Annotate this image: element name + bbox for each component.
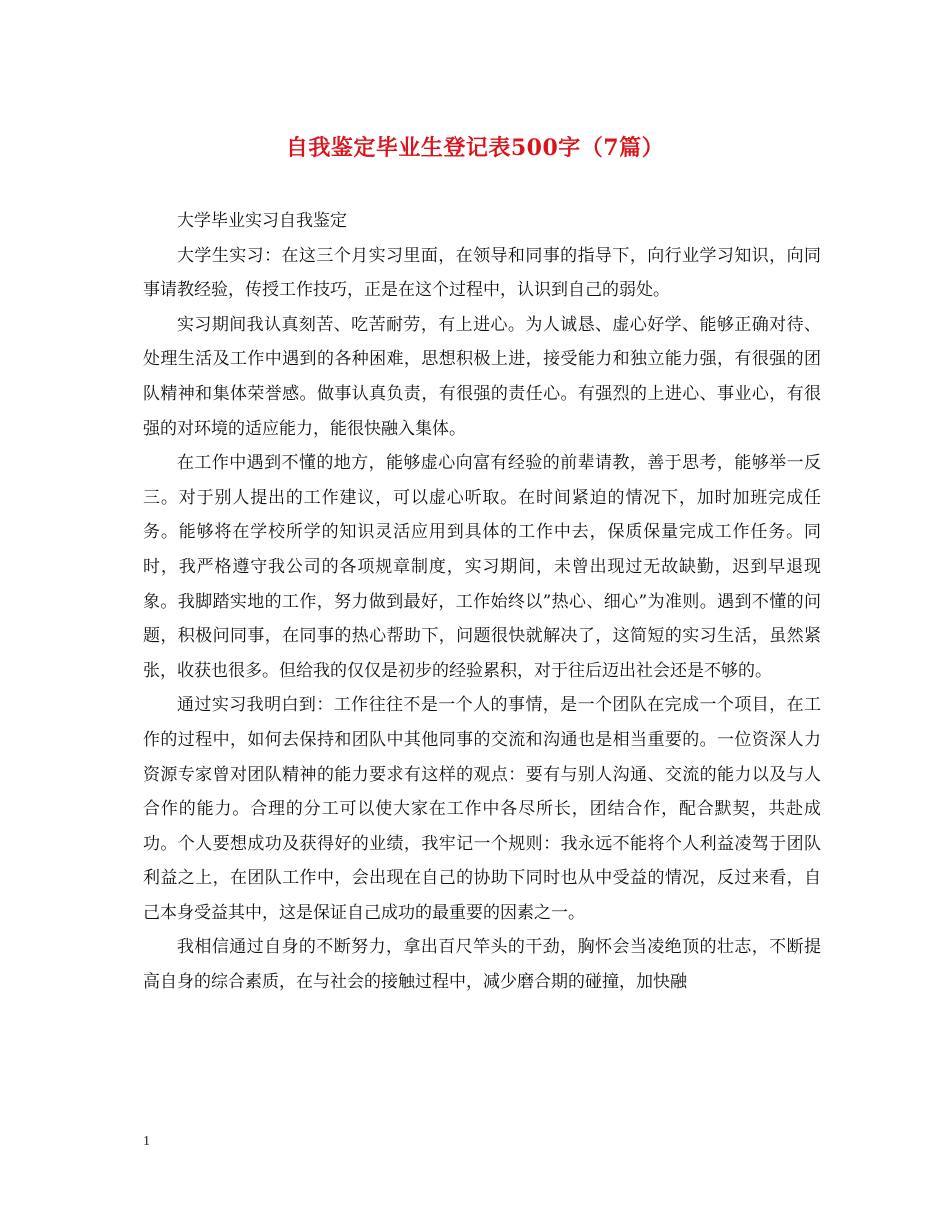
- paragraph: 我相信通过自身的不断努力，拿出百尺竿头的干劲，胸怀会当凌绝顶的壮志，不断提高自身的综合素质，在与社会的接触过程中，减少磨合期的碰撞，加快融: [143, 937, 821, 993]
- paragraph: 通过实习我明白到：工作往往不是一个人的事情，是一个团队在完成一个项目，在工作的过程中，如何去保持和团队中其他同事的交流和沟通也是相当重要的。一位资深人力资源专家曾对团队精神的能力要求有这样的观点：要有与别人沟通、交流的能力以及与人合作的能力。合理的分工可以使大家在工作中各尽所长，团结合作，配合默契，共赴成功。个人要想成功及获得好的业绩，我牢记一个规则：我永远不能将个人利益凌驾于团队利益之上，在团队工作中，会出现在自己的协助下同时也从中受益的情况，反过来看，自己本身受益其中，这是保证自己成功的最重要的因素之一。: [143, 695, 821, 923]
- document-body: [143, 204, 821, 1000]
- paragraph-heading: 大学毕业实习自我鉴定: [177, 211, 347, 231]
- paragraph: 在工作中遇到不懂的地方，能够虚心向富有经验的前辈请教，善于思考，能够举一反三。对于别人提出的工作建议，可以虚心听取。在时间紧迫的情况下，加时加班完成任务。能够将在学校所学的知识灵活应用到具体的工作中去，保质保量完成工作任务。同时，我严格遵守我公司的各项规章制度，实习期间，未曾出现过无故缺勤，迟到早退现象。我脚踏实地的工作，努力做到最好，工作始终以”热心、细心”为准则。遇到不懂的问题，积极问同事，在同事的热心帮助下，问题很快就解决了，这简短的实习生活，虽然紧张，收获也很多。但给我的仅仅是初步的经验累积，对于往后迈出社会还是不够的。: [143, 453, 821, 681]
- document-title: 自我鉴定毕业生登记表500字（7篇）: [285, 135, 665, 161]
- paragraph: 实习期间我认真刻苦、吃苦耐劳，有上进心。为人诚恳、虚心好学、能够正确对待、处理生活及工作中遇到的各种困难，思想积极上进，接受能力和独立能力强，有很强的团队精神和集体荣誉感。做事认真负责，有很强的责任心。有强烈的上进心、事业心，有很强的对环境的适应能力，能很快融入集体。: [143, 314, 821, 439]
- page-number: 1: [143, 1134, 150, 1149]
- paragraph: 大学生实习：在这三个月实习里面，在领导和同事的指导下，向行业学习知识，向同事请教经验，传授工作技巧，正是在这个过程中，认识到自己的弱处。: [143, 245, 821, 301]
